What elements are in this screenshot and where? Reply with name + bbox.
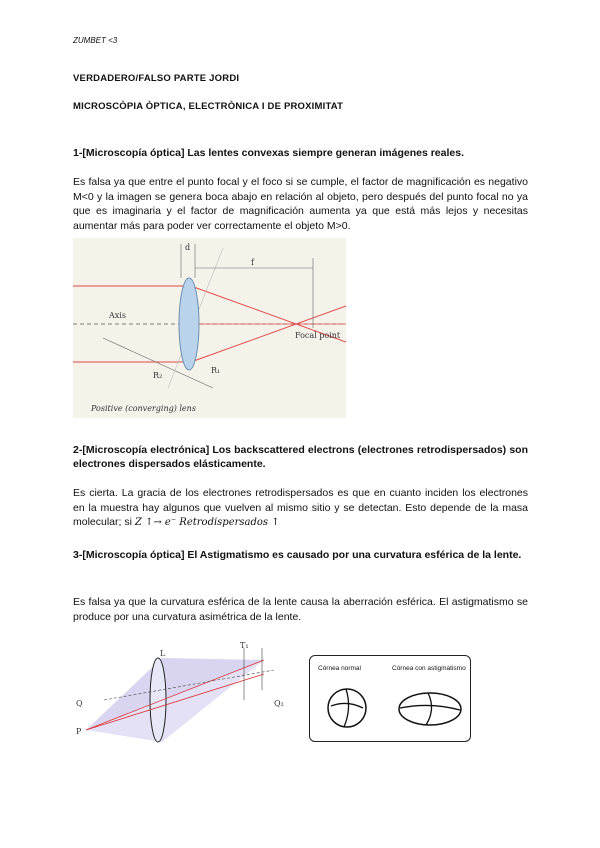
cornea-shapes — [310, 656, 470, 741]
cornea-normal-label: Córnea normal — [318, 665, 361, 672]
astigmatic-cornea-horizontal — [400, 705, 460, 710]
question-3: 3-[Microscopía óptica] El Astigmatismo es causado por una curvatura esférica de la lente. — [73, 549, 522, 561]
label-t1: T₁ — [240, 641, 249, 650]
lens-element — [150, 658, 166, 742]
label-q2: Q₂ — [274, 699, 284, 708]
answer-2-formula: Z ↑→ e⁻ Retrodispersados ↑ — [134, 517, 280, 528]
label-p: P — [76, 727, 82, 736]
label-focal-point: Focal point — [295, 331, 341, 340]
answer-1: Es falsa ya que entre el punto focal y el foco si se cumple, el factor de magnificación es negativo M<0 y la imagen se genera boca abajo en relación al objeto, pero después del punto focal no ya que es imaginaria y el factor de magnificación aumenta ya que está más lejos y necesitas aumentar más para poder ver correctamente el objeto M>0. — [73, 176, 528, 232]
answer-3: Es falsa ya que la curvatura esférica de la lente causa la aberración esférica. El astigmatismo se produce por una curvatura asimétrica de la lente. — [73, 596, 528, 623]
figure-caption: Positive (converging) lens — [91, 404, 196, 413]
answer-2 — [73, 486, 528, 531]
label-axis: Axis — [109, 311, 126, 320]
question-1: 1-[Microscopía óptica] Las lentes convexas siempre generan imágenes reales. — [73, 147, 464, 159]
label-q: Q — [76, 699, 83, 708]
cornea-comparison-figure — [309, 655, 471, 742]
label-d: d — [185, 243, 191, 252]
normal-cornea-horizontal — [331, 703, 363, 708]
cornea-astig-label: Córnea con astigmatismo — [392, 665, 466, 672]
figure-background — [73, 238, 346, 418]
section-title: MICROSCÒPIA ÒPTICA, ELECTRÒNICA I DE PROXIMITAT — [73, 101, 344, 112]
label-l: L — [160, 649, 166, 658]
answer-2-text: Es cierta. La gracia de los electrones retrodispersados es que en cuanto inciden los electrones en la muestra hay algunos que vuelven al mismo sitio y se detectan. Esto depende de la masa molecular; si — [73, 487, 528, 528]
normal-cornea-vertical — [344, 689, 349, 727]
astigmatism-ray-figure — [74, 640, 296, 745]
document-title: VERDADERO/FALSO PARTE JORDI — [73, 73, 240, 84]
label-f: f — [251, 258, 254, 267]
header-note: ZUMBET <3 — [73, 36, 118, 45]
converging-lens-figure — [73, 238, 346, 418]
question-2: 2-[Microscopía electrónica] Los backscattered electrons (electrones retrodispersados) son electrones dispersados elásticamente. — [73, 444, 528, 470]
convex-lens — [179, 278, 199, 370]
label-r1: R₁ — [211, 366, 221, 375]
label-r2: R₂ — [153, 371, 163, 380]
astigmatic-cornea-vertical — [426, 693, 432, 725]
